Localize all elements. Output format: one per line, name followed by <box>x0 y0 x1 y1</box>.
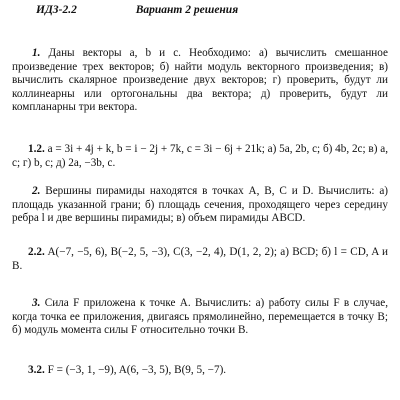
variant-title: Вариант 2 решения <box>135 4 239 16</box>
task-2-statement <box>12 185 388 226</box>
task-2-2-number: 2.2. <box>28 246 45 258</box>
task-2-text: Вершины пирамиды находятся в точках A, B, C и D. Вычислить: а) площадь указанной грани; б) площадь сечения, проходящего через середину ребра l и две вершины пирамиды; в) объем пирамиды ABCD. <box>12 185 389 225</box>
task-1-2-number: 1.2. <box>28 143 45 155</box>
task-2-2-text: A(−7, −5, 6), B(−2, 5, −3), C(3, −2, 4), D(1, 2, 2); а) BCD; б) l = CD, A и B. <box>12 246 388 272</box>
task-3-statement <box>12 297 388 338</box>
page-header <box>36 4 238 16</box>
task-1-text: Даны векторы a, b и c. Необходимо: а) вычислить смешанное произведение трех векторов; б) найти модуль векторного произведения; в) вычислить скалярное произведение двух векторов; г) проверить, будут ли коллинеарны или ортогональны два вектора; д) проверить, будут ли компланарны три вектора. <box>12 47 388 114</box>
task-3-text: Сила F приложена к точке A. Вычислить: а) работу силы F в случае, когда точка ее приложения, двигаясь прямолинейно, перемещается в точку B; б) модуль момента силы F относительно точки B. <box>12 297 389 337</box>
task-1-statement <box>12 47 388 115</box>
task-3-2-number: 3.2. <box>28 364 45 376</box>
task-3-2-text: F = (−3, 1, −9), A(6, −3, 5), B(9, 5, −7). <box>47 364 227 376</box>
task-2-number: 2. <box>32 185 41 197</box>
assignment-code: ИДЗ-2.2 <box>36 4 77 16</box>
task-3-2-data <box>12 364 388 378</box>
task-3-number: 3. <box>32 297 41 309</box>
task-1-2-data <box>12 143 388 170</box>
task-1-number: 1. <box>32 47 41 59</box>
task-1-2-text: a = 3i + 4j + k, b = i − 2j + 7k, c = 3i − 6j + 21k; а) 5a, 2b, c; б) 4b, 2c; в) a, c; г) b, c; д) 2a, −3b, c. <box>12 143 389 169</box>
task-2-2-data <box>12 246 388 273</box>
